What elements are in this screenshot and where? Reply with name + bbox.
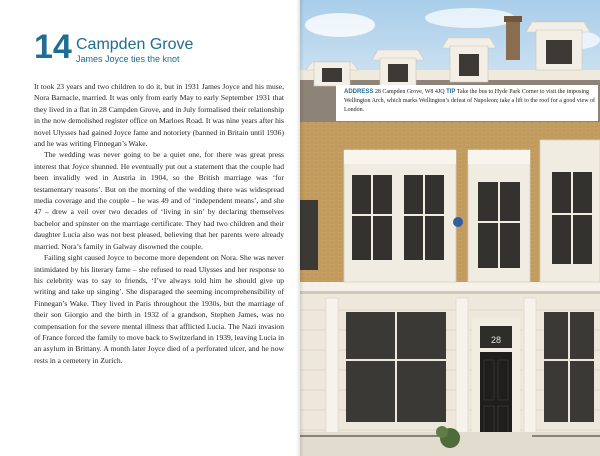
tip-text: Take the bus to Hyde Park Corner to visit the imposing Wellington Arch, which marks Wellington’s defeat of Napoleon; take a lift to the roof for a good view of London. bbox=[344, 89, 596, 113]
house-illustration bbox=[300, 0, 600, 456]
address-value: 28 Campden Grove, W8 4JQ bbox=[374, 89, 445, 95]
paragraph: The wedding was never going to be a quiet one, for there was great press interest that Joyce shunned. He eventually put out a statement that the couple had been invalidly wed in Austria in 1904, so the British marriage was ‘for testamentary reasons’. But on the morning of the wedding there was widespread media coverage and the couple – he was 49 and of ‘independent means’, and she 47 – drew a veil over two decades of ‘living in sin’ by declaring themselves bachelor and spinster on the marriage certificate. They had two children and their daughter Lucia also was not best pleased, believing that her parents were already married. Nora’s family in Galway disowned the couple. bbox=[34, 150, 284, 251]
page-gutter bbox=[296, 0, 304, 456]
right-page bbox=[300, 0, 600, 456]
tip-label: TIP bbox=[446, 89, 456, 95]
chapter-subtitle: James Joyce ties the knot bbox=[76, 54, 180, 64]
door-number: 28 bbox=[490, 335, 502, 345]
photo-caption bbox=[344, 88, 596, 115]
paragraph: It took 23 years and two children to do it, but in 1931 James Joyce and his muse, Nora Barnacle, married. It was only from early May to early September 1931 that they lived in a flat in 28 Campden Grove, and in July formalised their relationship in the now demolished register office on Marloes Road. It was nine years after his novel Ulysses had gained Joyce fame and notoriety (banned in Britain until 1936) and he was writing Finnegan’s Wake. bbox=[34, 82, 284, 149]
blue-plaque bbox=[453, 217, 463, 227]
address-label: ADDRESS bbox=[344, 89, 374, 95]
paragraph: Failing sight caused Joyce to become more dependent on Nora. She was never intimidated by his literary fame – she refused to read Ulysses and her response to his celebrity was to say to friends, ‘I’ve always told him he should give up writing and take up singing’. She disparaged the seeming incomprehensibility of Finnegan’s Wake. They lived in Paris throughout the 1930s, but the marriage of their son Giorgio and the birth in 1932 of a grandson, Stephen James, was no compensation for the severe mental illness that afflicted Lucia. The Nazi invasion of France forced the family to move back to Switzerland in 1939, leaving Lucia in an asylum in Brittany. A month later Joyce died of a perforated ulcer, and he now rests in a cemetery in Zurich. bbox=[34, 253, 284, 365]
chapter-title: Campden Grove bbox=[76, 36, 194, 53]
house-photo bbox=[300, 0, 600, 456]
chapter-number: 14 bbox=[34, 28, 72, 66]
body-text bbox=[34, 81, 284, 366]
